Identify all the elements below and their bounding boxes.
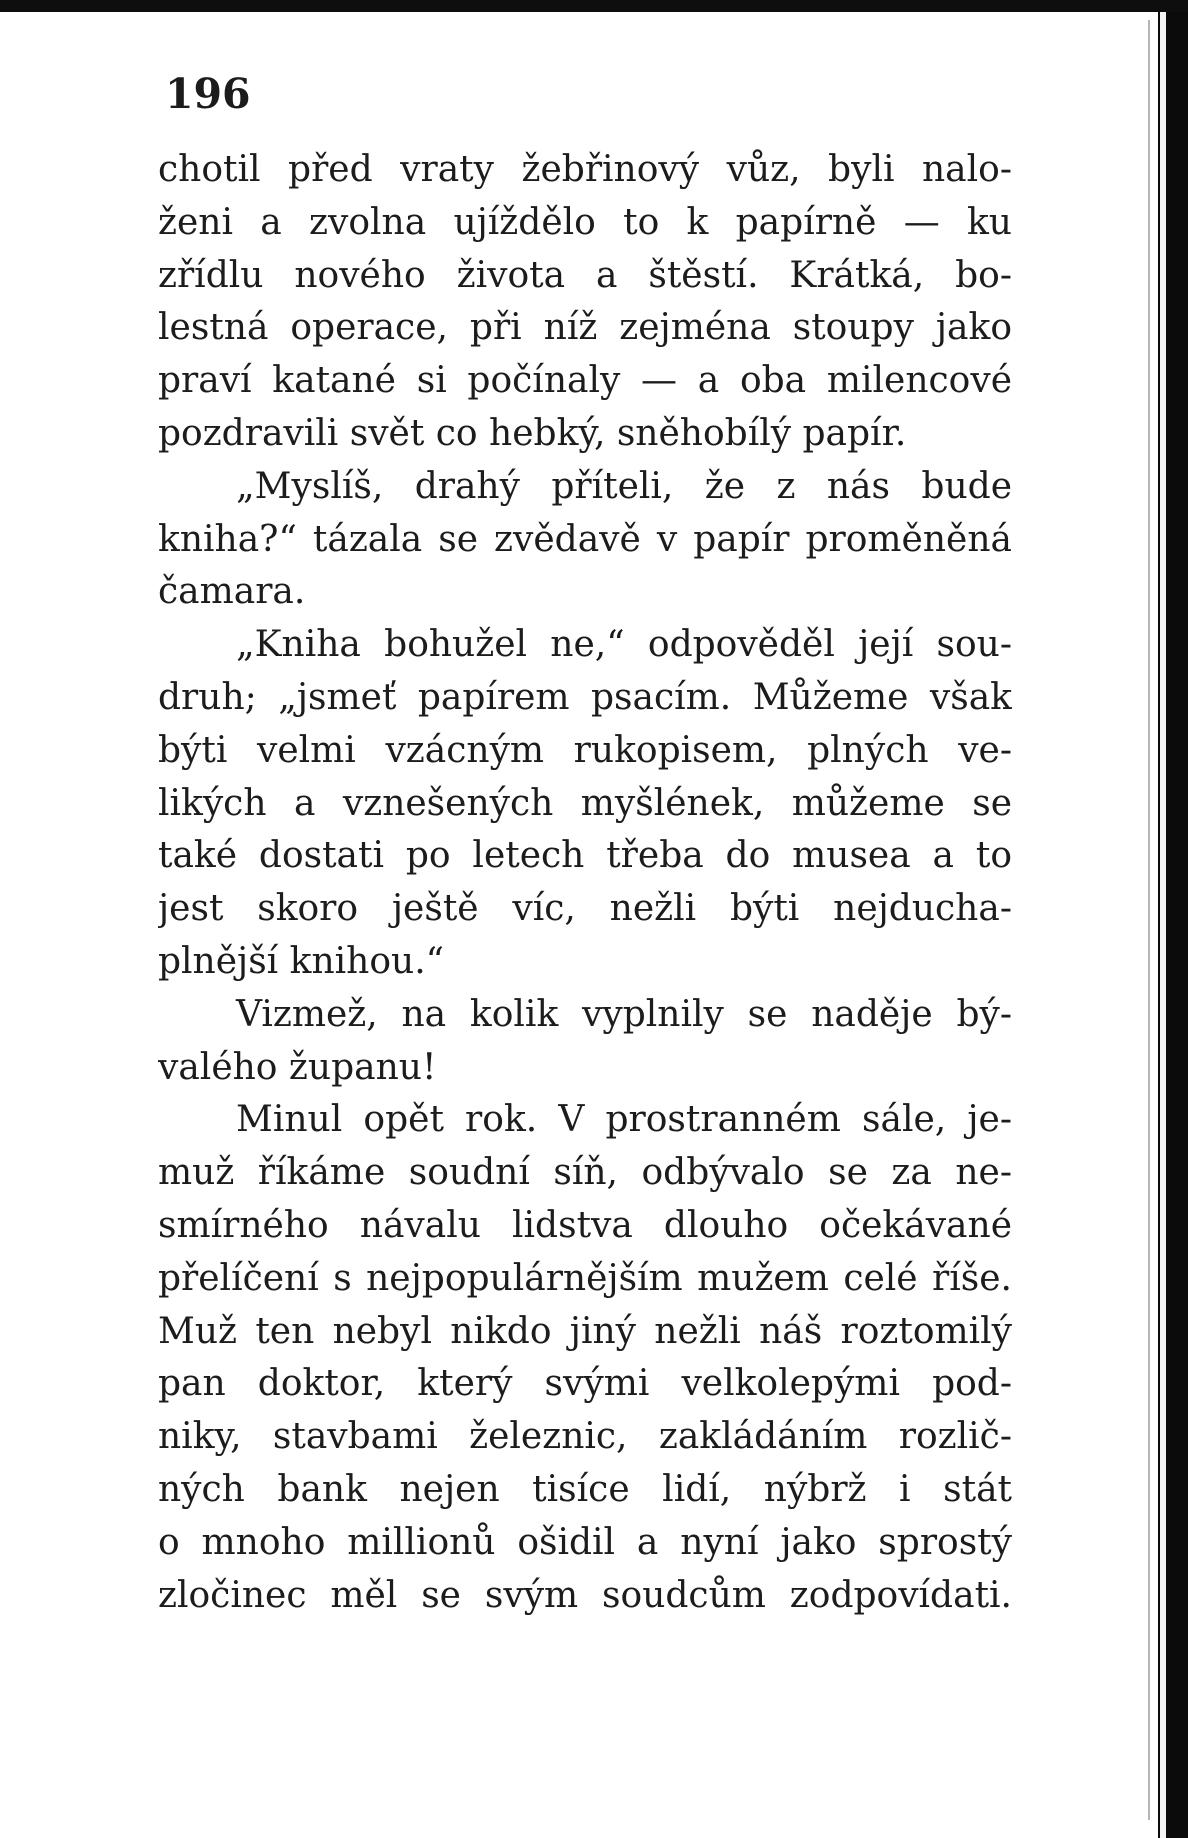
text-line: čamara. <box>158 571 306 613</box>
text-line: kniha?“ tázala se zvědavě v papír proměněná <box>158 518 1012 560</box>
scan-gutter <box>1160 0 1166 1838</box>
book-page <box>0 12 1146 1838</box>
text-line: Minul opět rok. V prostranném sále, je- <box>236 1099 1012 1141</box>
text-line: jest skoro ještě víc, nežli býti nejducha- <box>158 888 1012 930</box>
text-line: zločinec měl se svým soudcům zodpovídati. <box>158 1574 1012 1616</box>
text-line: druh; „jsmeť papírem psacím. Můžeme však <box>158 676 1012 718</box>
text-line: Muž ten nebyl nikdo jiný nežli náš roztomilý <box>158 1310 1012 1352</box>
text-line: lestná operace, při níž zejména stoupy jako <box>158 307 1012 349</box>
text-line: zřídlu nového života a štěstí. Krátká, bo- <box>158 254 1012 296</box>
text-line: likých a vznešených myšlének, můžeme se <box>158 782 1012 824</box>
text-line: „Myslíš, drahý příteli, že z nás bude <box>236 465 1012 507</box>
text-line: chotil před vraty žebřinový vůz, byli nalo- <box>158 149 1012 190</box>
body-text <box>158 144 1012 1622</box>
text-line: muž říkáme soudní síň, odbývalo se za ne- <box>158 1152 1012 1194</box>
text-line: přelíčení s nejpopulárnějším mužem celé říše. <box>158 1257 1012 1299</box>
page-number: 196 <box>165 70 251 118</box>
binding-shadow <box>1148 20 1150 1820</box>
text-line: praví katané si počínaly — a oba milencové <box>158 360 1012 402</box>
text-line: ných bank nejen tisíce lidí, nýbrž i stát <box>158 1468 1012 1510</box>
text-line: pozdravili svět co hebký, sněhobílý papír. <box>158 412 907 454</box>
text-line: niky, stavbami železnic, zakládáním rozlič- <box>158 1416 1012 1458</box>
text-line: plnější knihou.“ <box>158 940 445 982</box>
text-line: pan doktor, který svými velkolepými pod- <box>158 1363 1012 1405</box>
scan-border-top <box>0 0 1188 12</box>
text-line: „Kniha bohužel ne,“ odpověděl její sou- <box>236 624 1012 666</box>
text-line: býti velmi vzácným rukopisem, plných ve- <box>158 729 1012 771</box>
text-line: o mnoho millionů ošidil a nyní jako sprostý <box>158 1521 1012 1563</box>
text-line: ženi a zvolna ujíždělo to k papírně — ku <box>158 201 1012 243</box>
text-line: Vizmež, na kolik vyplnily se naděje bý- <box>236 993 1012 1035</box>
text-line: valého županu! <box>158 1046 437 1088</box>
text-line: také dostati po letech třeba do musea a to <box>158 835 1012 877</box>
text-line: smírného návalu lidstva dlouho očekávané <box>158 1204 1012 1246</box>
